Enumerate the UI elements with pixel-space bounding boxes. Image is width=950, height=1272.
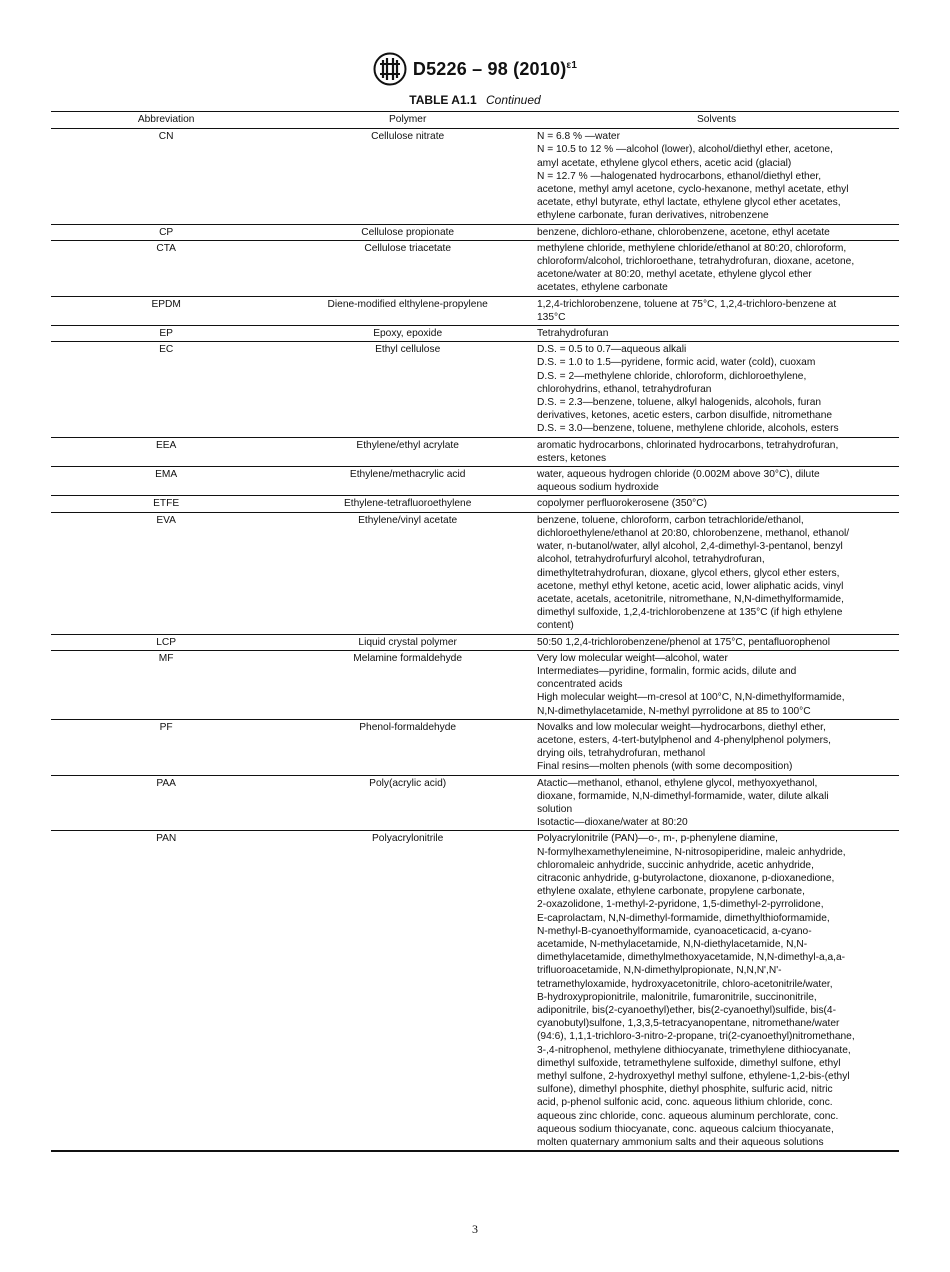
solvent-line: Final resins—molten phenols (with some decomposition) xyxy=(537,761,793,773)
solvent-line: dioxane, formamide, N,N-dimethyl-formamide, water, dilute alkali xyxy=(537,790,829,802)
table-row xyxy=(51,634,899,650)
solvent-line: B-hydroxypropionitrile, malonitrile, fumaronitrile, succinonitrile, xyxy=(537,991,817,1003)
solvent-line: dimethyl sulfoxide, tetramethylene sulfoxide, dimethyl sulfone, ethyl xyxy=(537,1057,841,1069)
cell-abbreviation: EEA xyxy=(51,437,281,466)
cell-solvents xyxy=(534,719,899,775)
table-row xyxy=(51,512,899,634)
cell-polymer: Poly(acrylic acid) xyxy=(281,775,534,831)
cell-solvents xyxy=(534,129,899,224)
cell-abbreviation: EMA xyxy=(51,467,281,496)
solvent-line: aqueous zinc chloride, conc. aqueous aluminum perchlorate, conc. xyxy=(537,1110,839,1122)
solvent-line: (94:6), 1,1,1-trichloro-3-nitro-2-propane, tri(2-cyanoethyl)nitromethane, xyxy=(537,1031,855,1043)
cell-polymer: Phenol-formaldehyde xyxy=(281,719,534,775)
column-header-abbreviation: Abbreviation xyxy=(51,112,281,129)
cell-solvents xyxy=(534,831,899,1151)
cell-polymer: Cellulose nitrate xyxy=(371,131,445,143)
table-row xyxy=(51,775,899,831)
cell-solvents xyxy=(534,437,899,466)
solvent-line: acetone/water at 80:20, methyl acetate, ethylene glycol ether xyxy=(537,269,812,281)
solvent-line: chloromaleic anhydride, succinic anhydride, acetic anhydride, xyxy=(537,859,814,871)
solvent-line: acetates, ethylene carbonate xyxy=(537,282,668,294)
page-number: 3 xyxy=(472,1222,478,1236)
solvent-line: Novalks and low molecular weight—hydrocarbons, diethyl ether, xyxy=(537,721,826,733)
solvent-line: water, n-butanol/water, allyl alcohol, 2,4-dimethyl-3-pentanol, benzyl xyxy=(537,541,843,553)
cell-polymer: Cellulose triacetate xyxy=(281,240,534,296)
cell-polymer: Liquid crystal polymer xyxy=(281,634,534,650)
solvent-line: Tetrahydrofuran xyxy=(537,328,609,340)
table-row xyxy=(51,437,899,466)
table-row xyxy=(51,296,899,325)
solvent-line: adiponitrile, bis(2-cyanoethyl)ether, bis(2-cyanoethyl)sulfide, bis(4- xyxy=(537,1005,836,1016)
solvent-line: N = 10.5 to 12 % —alcohol (lower), alcohol/diethyl ether, acetone, xyxy=(537,144,833,156)
solvent-line: Intermediates—pyridine, formalin, formic acids, dilute and xyxy=(537,665,797,677)
solvent-line: D.S. = 2—methylene chloride, chloroform, dichloroethylene, xyxy=(537,370,807,382)
solvent-line: benzene, dichloro-ethane, chlorobenzene, acetone, ethyl acetate xyxy=(537,226,830,238)
solvent-line: cyanobutyl)sulfone, 1,3,3,5-tetracyanopentane, nitromethane/water xyxy=(537,1018,840,1030)
table-row xyxy=(51,224,899,240)
solvent-line: High molecular weight—m-cresol at 100°C, N,N-dimethylformamide, xyxy=(537,692,845,704)
solvent-line: amyl acetate, ethylene glycol ethers, acetic acid (glacial) xyxy=(537,157,792,169)
table-row xyxy=(51,650,899,719)
cell-solvents xyxy=(534,634,899,650)
cell-abbreviation: EVA xyxy=(51,512,281,634)
astm-logo-icon xyxy=(373,52,407,86)
solvent-line: concentrated acids xyxy=(537,679,623,691)
solvent-line: N,N-dimethylacetamide, N-methyl pyrrolidone at 85 to 100°C xyxy=(537,705,811,717)
cell-solvents xyxy=(534,326,899,342)
solvent-line: dimethyltetrahydrofuran, dioxane, glycol ethers, glycol ether esters, xyxy=(537,567,840,579)
solvent-line: Very low molecular weight—alcohol, water xyxy=(537,652,728,664)
table-row xyxy=(51,496,899,512)
table-row xyxy=(51,831,899,1151)
cell-polymer: Ethyl cellulose xyxy=(281,342,534,437)
solvent-line: esters, ketones xyxy=(537,452,607,464)
solvent-line: D.S. = 3.0—benzene, toluene, methylene chloride, alcohols, esters xyxy=(537,423,839,435)
solvent-line: tetramethyloxamide, hydroxyacetonitrile, chloro-acetonitrile/water, xyxy=(537,978,833,990)
solvent-line: acetone, methyl ethyl ketone, acetic acid, lower aliphatic acids, vinyl xyxy=(537,580,844,592)
cell-polymer: Ethylene/ethyl acrylate xyxy=(281,437,534,466)
document-header xyxy=(0,52,950,86)
cell-solvents xyxy=(534,496,899,512)
solvent-line: E-caprolactam, N,N-dimethyl-formamide, dimethylthioformamide, xyxy=(537,912,830,924)
solvent-line: ethylene oxalate, ethylene carbonate, propylene carbonate, xyxy=(537,886,805,898)
solvent-line: 2-oxazolidone, 1-methyl-2-pyridone, 1,5-dimethyl-2-pyrrolidone, xyxy=(537,899,824,911)
cell-abbreviation: CP xyxy=(51,224,281,240)
cell-abbreviation: EPDM xyxy=(51,296,281,325)
solvent-line: D.S. = 1.0 to 1.5—pyridene, formic acid, water (cold), cuoxam xyxy=(537,357,816,369)
solvent-line: aqueous sodium hydroxide xyxy=(537,482,659,494)
table-header-row xyxy=(51,112,899,129)
cell-polymer: Cellulose propionate xyxy=(281,224,534,240)
table-row xyxy=(51,342,899,437)
solvent-line: N-methyl-B-cyanoethylformamide, cyanoaceticacid, a-cyano- xyxy=(537,925,812,937)
solvent-line: Atactic—methanol, ethanol, ethylene glycol, methyoxyethanol, xyxy=(537,777,818,789)
solvent-line: 135°C xyxy=(537,311,566,323)
solvent-line: water, aqueous hydrogen chloride (0.002M above 30°C), dilute xyxy=(537,469,820,481)
column-header-polymer: Polymer xyxy=(281,112,534,129)
document-designation xyxy=(413,59,577,80)
cell-solvents xyxy=(534,342,899,437)
solvent-line: acetone, esters, 4-tert-butylphenol and 4-phenylphenol polymers, xyxy=(537,734,831,746)
solvent-line: acetate, acetals, acetonitrile, nitromethane, N,N-dimethylformamide, xyxy=(537,593,844,605)
solvents-table xyxy=(51,111,899,1152)
cell-abbreviation: PAN xyxy=(51,831,281,1151)
cell-solvents xyxy=(534,224,899,240)
cell-polymer: Ethylene/vinyl acetate xyxy=(281,512,534,634)
cell-abbreviation: CN xyxy=(158,131,174,143)
solvent-line: acetate, ethyl butyrate, ethyl lactate, ethylene glycol ether acetates, xyxy=(537,197,841,209)
solvent-line: aromatic hydrocarbons, chlorinated hydrocarbons, tetrahydrofuran, xyxy=(537,439,839,451)
cell-solvents xyxy=(534,240,899,296)
cell-polymer: Polyacrylonitrile xyxy=(281,831,534,1151)
cell-polymer: Diene-modified elthylene-propylene xyxy=(281,296,534,325)
solvent-line: methylene chloride, methylene chloride/ethanol at 80:20, chloroform, xyxy=(537,242,847,254)
cell-solvents xyxy=(534,512,899,634)
cell-abbreviation: MF xyxy=(51,650,281,719)
designation-text: D5226 – 98 (2010) xyxy=(412,58,567,79)
solvent-line: D.S. = 2.3—benzene, toluene, alkyl halogenids, alcohols, furan xyxy=(537,397,822,409)
cell-abbreviation: PF xyxy=(51,719,281,775)
cell-abbreviation: EP xyxy=(51,326,281,342)
cell-polymer: Epoxy, epoxide xyxy=(281,326,534,342)
table-continued: Continued xyxy=(485,93,541,107)
solvent-line: ethylene carbonate, furan derivatives, nitrobenzene xyxy=(537,210,769,222)
solvent-line: N-formylhexamethyleneimine, N-nitrosopiperidine, maleic anhydride, xyxy=(537,846,846,858)
table-body xyxy=(51,129,899,1152)
solvent-line: acetamide, N-methylacetamide, N,N-diethylacetamide, N,N- xyxy=(537,938,808,950)
solvent-line: chlorohydrins, ethanol, tetrahydrofuran xyxy=(537,383,712,395)
solvent-line: dimethylacetamide, dimethylmethoxyacetamide, N,N-dimethyl-a,a,a- xyxy=(537,952,846,964)
solvent-line: N = 6.8 % —water xyxy=(537,131,620,143)
table-row xyxy=(51,326,899,342)
cell-polymer: Ethylene-tetrafluoroethylene xyxy=(281,496,534,512)
solvent-line: 3-,4-nitrophenol, methylene dithiocyanate, trimethylene dithiocyanate, xyxy=(537,1044,851,1056)
table-caption xyxy=(0,93,950,107)
solvent-line: acid, p-phenol sulfonic acid, conc. aqueous lithium chloride, conc. xyxy=(537,1097,833,1109)
solvent-line: aqueous sodium thiocyanate, conc. aqueous calcium thiocyanate, xyxy=(537,1123,834,1135)
solvent-line: copolymer perfluorokerosene (350°C) xyxy=(537,498,707,510)
solvent-line: Polyacrylonitrile (PAN)—o-, m-, p-phenylene diamine, xyxy=(537,833,779,845)
solvent-line: acetone, methyl amyl acetone, cyclo-hexanone, methyl acetate, ethyl xyxy=(537,184,849,196)
solvent-line: methyl sulfone, 2-hydroxyethyl methyl sulfone, ethylene-1,2-bis-(ethyl xyxy=(537,1071,850,1083)
cell-polymer: Ethylene/methacrylic acid xyxy=(281,467,534,496)
cell-solvents xyxy=(534,467,899,496)
cell-polymer: Melamine formaldehyde xyxy=(281,650,534,719)
cell-solvents xyxy=(534,650,899,719)
table-row xyxy=(51,719,899,775)
cell-abbreviation: LCP xyxy=(51,634,281,650)
table-row xyxy=(51,467,899,496)
solvent-line: Isotactic—dioxane/water at 80:20 xyxy=(537,817,688,829)
solvent-line: citraconic anhydride, g-butyrolactone, dioxanone, p-dioxanedione, xyxy=(537,872,835,884)
table-label: TABLE A1.1 xyxy=(409,93,477,107)
epsilon-superscript: ε1 xyxy=(566,59,578,71)
cell-abbreviation: PAA xyxy=(51,775,281,831)
solvent-line: alcohol, tetrahydrofurfuryl alcohol, tetrahydrofuran, xyxy=(537,554,765,566)
cell-solvents xyxy=(534,296,899,325)
cell-abbreviation: CTA xyxy=(51,240,281,296)
solvent-line: trifluoroacetamide, N,N-dimethylpropionate, N,N,N',N'- xyxy=(537,965,782,977)
cell-solvents xyxy=(534,775,899,831)
solvent-line: drying oils, tetrahydrofuran, methanol xyxy=(537,748,706,760)
solvent-line: D.S. = 0.5 to 0.7—aqueous alkali xyxy=(537,344,687,356)
solvent-line: dimethyl sulfoxide, 1,2,4-trichlorobenzene at 135°C (if high ethylene xyxy=(537,607,843,619)
solvent-line: content) xyxy=(537,620,574,632)
cell-abbreviation: EC xyxy=(51,342,281,437)
solvent-line: chloroform/alcohol, trichloroethane, tetrahydrofuran, dioxane, acetone, xyxy=(537,256,855,268)
solvent-line: benzene, toluene, chloroform, carbon tetrachloride/ethanol, xyxy=(537,514,804,526)
solvent-line: 1,2,4-trichlorobenzene, toluene at 75°C, 1,2,4-trichloro-benzene at xyxy=(537,298,837,310)
cell-abbreviation: ETFE xyxy=(51,496,281,512)
solvent-line: dichloroethylene/ethanol at 20:80, chlorobenzene, methanol, ethanol/ xyxy=(537,527,850,539)
solvent-line: solution xyxy=(537,803,573,815)
table-row xyxy=(51,129,899,224)
solvent-line: sulfone), dimethyl phosphite, diethyl phosphite, sulfuric acid, nitric xyxy=(537,1084,833,1096)
table-row xyxy=(51,240,899,296)
solvent-line: N = 12.7 % —halogenated hydrocarbons, ethanol/diethyl ether, xyxy=(537,170,822,182)
column-header-solvents: Solvents xyxy=(534,112,899,129)
solvent-line: 50:50 1,2,4-trichlorobenzene/phenol at 175°C, pentafluorophenol xyxy=(537,636,830,648)
solvent-line: derivatives, ketones, acetic esters, carbon disulfide, nitromethane xyxy=(537,410,833,422)
solvent-line: molten quaternary ammonium salts and their aqueous solutions xyxy=(537,1137,824,1149)
